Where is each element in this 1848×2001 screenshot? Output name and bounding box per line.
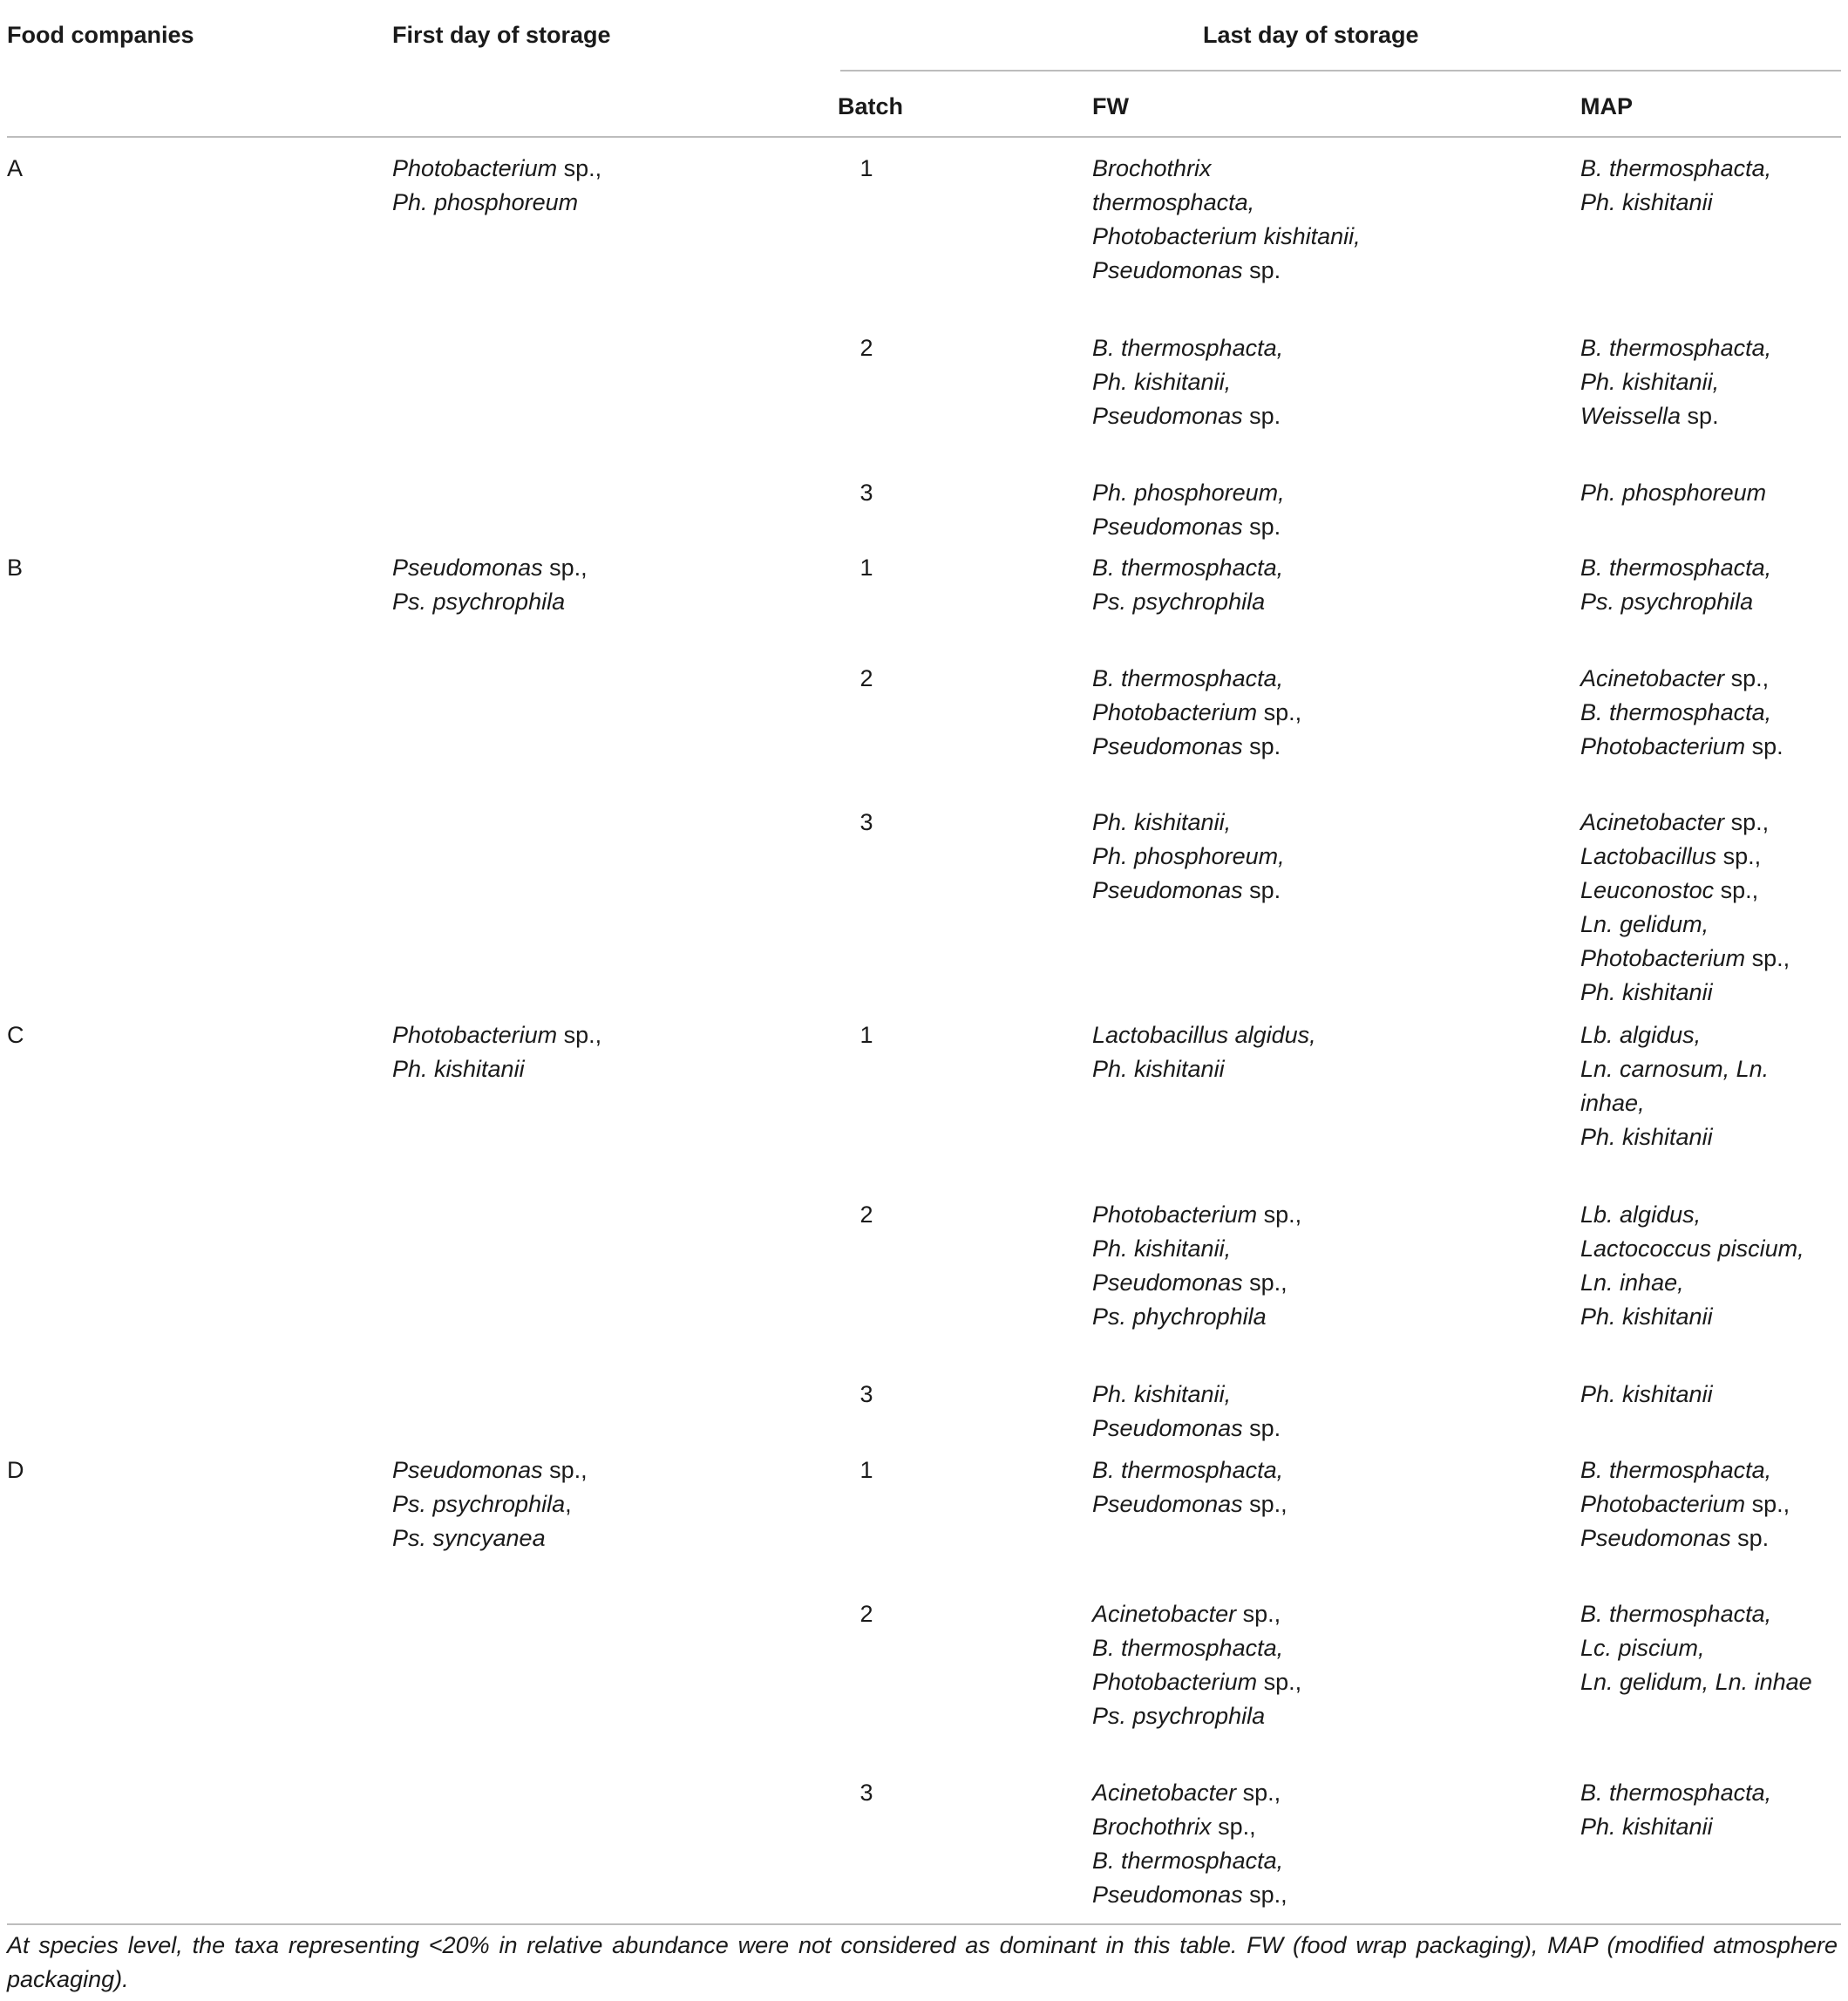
taxon-name: Ph. kishitanii, bbox=[1092, 1381, 1232, 1407]
first-day-line bbox=[392, 1018, 601, 1052]
taxon-suffix: sp., bbox=[557, 155, 602, 181]
taxon-name: Pseudomonas bbox=[1092, 733, 1243, 759]
map-line bbox=[1580, 476, 1766, 510]
batch-number: 1 bbox=[859, 155, 873, 181]
map-line bbox=[1580, 1487, 1790, 1521]
fw-cell bbox=[1092, 1597, 1301, 1733]
map-line bbox=[1580, 1232, 1804, 1266]
map-line bbox=[1580, 1378, 1713, 1412]
taxon-suffix: sp. bbox=[1745, 733, 1783, 759]
taxon-suffix: sp. bbox=[1242, 257, 1281, 283]
first-day-cell bbox=[392, 152, 601, 220]
fw-line bbox=[1092, 840, 1285, 874]
taxon-name: Ps. psychrophila bbox=[1580, 589, 1754, 615]
fw-line bbox=[1092, 510, 1285, 544]
batch-number: 2 bbox=[859, 665, 873, 691]
taxon-name: Ph. kishitanii, bbox=[1092, 369, 1232, 395]
map-line bbox=[1580, 1453, 1790, 1487]
map-cell bbox=[1580, 806, 1790, 1010]
fw-line bbox=[1092, 1699, 1301, 1733]
fw-cell bbox=[1092, 331, 1283, 433]
batch-number: 1 bbox=[859, 1457, 873, 1483]
map-line bbox=[1580, 806, 1790, 840]
taxon-suffix: , bbox=[565, 1491, 572, 1517]
fw-cell bbox=[1092, 662, 1301, 764]
fw-line bbox=[1092, 254, 1361, 288]
fw-line bbox=[1092, 152, 1361, 186]
fw-cell bbox=[1092, 1018, 1316, 1086]
taxon-name: Acinetobacter bbox=[1580, 809, 1725, 835]
fw-line bbox=[1092, 874, 1285, 908]
header-batch: Batch bbox=[838, 93, 904, 119]
map-line bbox=[1580, 399, 1771, 433]
map-line bbox=[1580, 1521, 1790, 1555]
map-cell bbox=[1580, 1453, 1790, 1555]
fw-line bbox=[1092, 1487, 1287, 1521]
taxon-name: Ph. kishitanii, bbox=[1092, 1235, 1232, 1262]
fw-line bbox=[1092, 1198, 1301, 1232]
taxon-name: B. thermosphacta, bbox=[1580, 699, 1772, 725]
taxon-name: Ps. syncyanea bbox=[392, 1525, 546, 1551]
taxon-suffix: sp., bbox=[1236, 1780, 1281, 1806]
taxon-name: Ln. carnosum, Ln. bbox=[1580, 1056, 1770, 1082]
taxon-name: Acinetobacter bbox=[1092, 1780, 1237, 1806]
fw-line bbox=[1092, 399, 1283, 433]
fw-line bbox=[1092, 1378, 1281, 1412]
header-first-day-of-storage: First day of storage bbox=[392, 22, 611, 48]
batch-number: 2 bbox=[859, 335, 873, 361]
taxon-name: Brochothrix bbox=[1092, 1814, 1212, 1840]
company-label: B bbox=[7, 555, 24, 581]
taxon-name: B. thermosphacta, bbox=[1580, 1780, 1772, 1806]
map-line bbox=[1580, 1198, 1804, 1232]
fw-line bbox=[1092, 1776, 1287, 1810]
taxon-name: Ln. inhae, bbox=[1580, 1269, 1684, 1296]
company-label: D bbox=[7, 1457, 24, 1483]
fw-line bbox=[1092, 1665, 1301, 1699]
fw-line bbox=[1092, 551, 1283, 585]
fw-cell bbox=[1092, 806, 1285, 908]
taxon-name: Pseudomonas bbox=[1580, 1525, 1731, 1551]
taxon-name: B. thermosphacta, bbox=[1580, 335, 1772, 361]
map-line bbox=[1580, 186, 1771, 220]
taxon-name: Weissella bbox=[1580, 403, 1682, 429]
taxon-name: Acinetobacter bbox=[1092, 1601, 1237, 1627]
map-line bbox=[1580, 1018, 1769, 1052]
batch-number: 3 bbox=[859, 480, 873, 506]
taxon-name: B. thermosphacta, bbox=[1092, 555, 1284, 581]
taxon-name: Pseudomonas bbox=[1092, 1882, 1243, 1908]
taxon-name: Pseudomonas bbox=[392, 555, 543, 581]
batch-number: 1 bbox=[859, 555, 873, 581]
first-day-cell bbox=[392, 1018, 601, 1086]
map-cell bbox=[1580, 152, 1771, 220]
taxon-name: Ph. kishitanii, bbox=[1092, 809, 1232, 835]
taxon-name: Ph. kishitanii, bbox=[1580, 369, 1720, 395]
map-line bbox=[1580, 1631, 1812, 1665]
fw-cell bbox=[1092, 1776, 1287, 1912]
batch-number: 3 bbox=[859, 1780, 873, 1806]
taxon-suffix: sp., bbox=[542, 555, 588, 581]
taxon-name: Lb. algidus, bbox=[1580, 1022, 1702, 1048]
taxon-name: B. thermosphacta, bbox=[1092, 335, 1284, 361]
taxon-suffix: sp., bbox=[1236, 1601, 1281, 1627]
taxon-suffix: sp., bbox=[1745, 1491, 1790, 1517]
fw-line bbox=[1092, 1052, 1316, 1086]
taxon-name: B. thermosphacta, bbox=[1092, 1848, 1284, 1874]
map-line bbox=[1580, 365, 1771, 399]
fw-line bbox=[1092, 1412, 1281, 1446]
taxon-suffix: sp., bbox=[557, 1022, 602, 1048]
taxon-name: Ph. phosphoreum bbox=[1580, 480, 1767, 506]
taxon-suffix: sp. bbox=[1730, 1525, 1770, 1551]
taxon-suffix: sp. bbox=[1242, 733, 1281, 759]
taxon-name: Ps. psychrophila bbox=[1092, 1703, 1266, 1729]
table-bottom-divider bbox=[7, 1923, 1841, 1925]
map-line bbox=[1580, 1776, 1771, 1810]
map-cell bbox=[1580, 1776, 1771, 1844]
taxon-suffix: sp., bbox=[1257, 1669, 1302, 1695]
map-line bbox=[1580, 874, 1790, 908]
map-line bbox=[1580, 1052, 1769, 1086]
map-line bbox=[1580, 1597, 1812, 1631]
map-line bbox=[1580, 1120, 1769, 1154]
taxon-name: Ph. kishitanii bbox=[1092, 1056, 1225, 1082]
taxon-name: Photobacterium bbox=[1580, 1491, 1746, 1517]
taxon-name: Ph. phosphoreum, bbox=[1092, 480, 1285, 506]
fw-cell bbox=[1092, 476, 1285, 544]
header-divider bbox=[7, 136, 1841, 138]
taxon-suffix: sp. bbox=[1242, 877, 1281, 903]
first-day-cell bbox=[392, 551, 588, 619]
taxon-name: Ph. phosphoreum, bbox=[1092, 843, 1285, 869]
taxon-name: Photobacterium bbox=[1580, 733, 1746, 759]
fw-cell bbox=[1092, 1198, 1301, 1334]
fw-line bbox=[1092, 186, 1361, 220]
company-label: A bbox=[7, 155, 24, 181]
taxon-name: Pseudomonas bbox=[1092, 257, 1243, 283]
taxon-name: Photobacterium bbox=[392, 155, 558, 181]
fw-line bbox=[1092, 365, 1283, 399]
taxon-name: Acinetobacter bbox=[1580, 665, 1725, 691]
taxon-name: inhae, bbox=[1580, 1090, 1645, 1116]
taxon-name: Ps. psychrophila bbox=[1092, 589, 1266, 615]
fw-line bbox=[1092, 1597, 1301, 1631]
taxon-name: Photobacterium bbox=[1580, 945, 1746, 971]
header-map: MAP bbox=[1580, 93, 1633, 119]
taxon-name: Leuconostoc bbox=[1580, 877, 1715, 903]
batch-number: 3 bbox=[859, 1381, 873, 1407]
fw-cell bbox=[1092, 1378, 1281, 1446]
taxon-name: Lb. algidus, bbox=[1580, 1201, 1702, 1228]
map-line bbox=[1580, 696, 1783, 730]
taxon-suffix: sp., bbox=[1242, 1269, 1287, 1296]
header-food-companies: Food companies bbox=[7, 22, 194, 48]
map-cell bbox=[1580, 1198, 1804, 1334]
taxon-name: Ph. phosphoreum bbox=[392, 189, 579, 215]
fw-cell bbox=[1092, 1453, 1287, 1521]
taxon-suffix: sp. bbox=[1242, 514, 1281, 540]
taxon-suffix: sp. bbox=[1242, 403, 1281, 429]
taxon-suffix: sp., bbox=[1716, 843, 1762, 869]
first-day-line bbox=[392, 1521, 588, 1555]
map-cell bbox=[1580, 476, 1766, 510]
fw-line bbox=[1092, 1018, 1316, 1052]
taxon-name: thermosphacta, bbox=[1092, 189, 1255, 215]
header-group-divider bbox=[840, 70, 1841, 71]
taxon-name: Pseudomonas bbox=[392, 1457, 543, 1483]
fw-line bbox=[1092, 696, 1301, 730]
map-line bbox=[1580, 1810, 1771, 1844]
taxon-suffix: sp., bbox=[1242, 1491, 1287, 1517]
taxon-suffix: sp. bbox=[1242, 1415, 1281, 1441]
map-line bbox=[1580, 1086, 1769, 1120]
taxon-name: Ph. kishitanii bbox=[1580, 979, 1713, 1005]
company-label: C bbox=[7, 1022, 24, 1048]
taxon-name: Ph. kishitanii bbox=[1580, 189, 1713, 215]
first-day-line bbox=[392, 551, 588, 585]
taxon-name: B. thermosphacta, bbox=[1580, 1457, 1772, 1483]
first-day-cell bbox=[392, 1453, 588, 1555]
taxon-name: Ph. kishitanii bbox=[1580, 1303, 1713, 1330]
fw-line bbox=[1092, 1453, 1287, 1487]
taxon-suffix: sp., bbox=[1257, 1201, 1302, 1228]
taxon-name: Pseudomonas bbox=[1092, 877, 1243, 903]
map-cell bbox=[1580, 331, 1771, 433]
taxon-name: Ps. phychrophila bbox=[1092, 1303, 1267, 1330]
map-line bbox=[1580, 976, 1790, 1010]
map-line bbox=[1580, 551, 1771, 585]
fw-line bbox=[1092, 220, 1361, 254]
taxon-name: B. thermosphacta, bbox=[1580, 555, 1772, 581]
taxon-name: Pseudomonas bbox=[1092, 403, 1243, 429]
map-line bbox=[1580, 152, 1771, 186]
fw-cell bbox=[1092, 152, 1361, 288]
first-day-line bbox=[392, 1453, 588, 1487]
taxon-suffix: sp., bbox=[1745, 945, 1790, 971]
map-line bbox=[1580, 331, 1771, 365]
taxon-name: Pseudomonas bbox=[1092, 1415, 1243, 1441]
map-line bbox=[1580, 908, 1790, 942]
taxon-name: Ph. kishitanii bbox=[1580, 1814, 1713, 1840]
taxon-name: Ln. gelidum, Ln. inhae bbox=[1580, 1669, 1812, 1695]
taxon-name: Photobacterium bbox=[1092, 1669, 1258, 1695]
taxon-name: Pseudomonas bbox=[1092, 514, 1243, 540]
taxon-name: Ph. kishitanii bbox=[1580, 1381, 1713, 1407]
taxon-name: Photobacterium bbox=[1092, 699, 1258, 725]
taxon-name: B. thermosphacta, bbox=[1092, 665, 1284, 691]
fw-cell bbox=[1092, 551, 1283, 619]
fw-line bbox=[1092, 1300, 1301, 1334]
header-last-day-of-storage: Last day of storage bbox=[1203, 22, 1419, 48]
map-cell bbox=[1580, 1018, 1769, 1154]
taxon-name: B. thermosphacta, bbox=[1092, 1635, 1284, 1661]
map-line bbox=[1580, 1665, 1812, 1699]
fw-line bbox=[1092, 1232, 1301, 1266]
taxon-name: Photobacterium bbox=[1092, 1201, 1258, 1228]
taxon-name: Brochothrix bbox=[1092, 155, 1212, 181]
taxon-name: Ps. psychrophila bbox=[392, 589, 566, 615]
taxon-name: Pseudomonas bbox=[1092, 1269, 1243, 1296]
taxon-suffix: sp., bbox=[1257, 699, 1302, 725]
first-day-line bbox=[392, 1487, 588, 1521]
taxon-name: B. thermosphacta, bbox=[1580, 155, 1772, 181]
first-day-line bbox=[392, 1052, 601, 1086]
map-line bbox=[1580, 585, 1771, 619]
first-day-line bbox=[392, 585, 588, 619]
taxon-name: B. thermosphacta, bbox=[1580, 1601, 1772, 1627]
taxon-name: Ph. kishitanii bbox=[392, 1056, 525, 1082]
fw-line bbox=[1092, 1844, 1287, 1878]
taxon-name: Photobacterium bbox=[392, 1022, 558, 1048]
batch-number: 2 bbox=[859, 1601, 873, 1627]
map-line bbox=[1580, 662, 1783, 696]
taxon-name: Lc. piscium, bbox=[1580, 1635, 1705, 1661]
map-cell bbox=[1580, 1378, 1713, 1412]
batch-number: 2 bbox=[859, 1201, 873, 1228]
taxon-name: Ln. gelidum, bbox=[1580, 911, 1709, 937]
taxon-name: Lactococcus piscium, bbox=[1580, 1235, 1804, 1262]
map-line bbox=[1580, 1300, 1804, 1334]
taxon-name: Ph. kishitanii bbox=[1580, 1124, 1713, 1150]
map-line bbox=[1580, 730, 1783, 764]
fw-line bbox=[1092, 662, 1301, 696]
map-line bbox=[1580, 942, 1790, 976]
batch-number: 3 bbox=[859, 809, 873, 835]
taxon-suffix: sp., bbox=[542, 1457, 588, 1483]
fw-line bbox=[1092, 1878, 1287, 1912]
fw-line bbox=[1092, 806, 1285, 840]
taxon-name: B. thermosphacta, bbox=[1092, 1457, 1284, 1483]
taxon-name: Lactobacillus algidus, bbox=[1092, 1022, 1316, 1048]
taxon-suffix: sp., bbox=[1211, 1814, 1256, 1840]
taxon-name: Photobacterium kishitanii, bbox=[1092, 223, 1361, 249]
fw-line bbox=[1092, 1631, 1301, 1665]
table-footnote: At species level, the taxa representing <20% in relative abundance were not considered as dominant in this table. FW (food wrap packaging), MAP (modified atmosphere packaging). bbox=[7, 1932, 1838, 1992]
taxon-suffix: sp., bbox=[1242, 1882, 1287, 1908]
first-day-line bbox=[392, 152, 601, 186]
fw-line bbox=[1092, 730, 1301, 764]
first-day-line bbox=[392, 186, 601, 220]
taxon-suffix: sp. bbox=[1681, 403, 1719, 429]
fw-line bbox=[1092, 331, 1283, 365]
map-cell bbox=[1580, 662, 1783, 764]
fw-line bbox=[1092, 1266, 1301, 1300]
taxon-name: Ps. psychrophila bbox=[392, 1491, 566, 1517]
header-fw: FW bbox=[1092, 93, 1129, 119]
map-line bbox=[1580, 840, 1790, 874]
map-line bbox=[1580, 1266, 1804, 1300]
taxon-suffix: sp., bbox=[1724, 665, 1770, 691]
fw-line bbox=[1092, 1810, 1287, 1844]
fw-line bbox=[1092, 476, 1285, 510]
fw-line bbox=[1092, 585, 1283, 619]
taxon-suffix: sp., bbox=[1724, 809, 1770, 835]
map-cell bbox=[1580, 551, 1771, 619]
map-cell bbox=[1580, 1597, 1812, 1699]
taxon-suffix: sp., bbox=[1714, 877, 1759, 903]
taxon-name: Lactobacillus bbox=[1580, 843, 1717, 869]
batch-number: 1 bbox=[859, 1022, 873, 1048]
taxon-name: Pseudomonas bbox=[1092, 1491, 1243, 1517]
